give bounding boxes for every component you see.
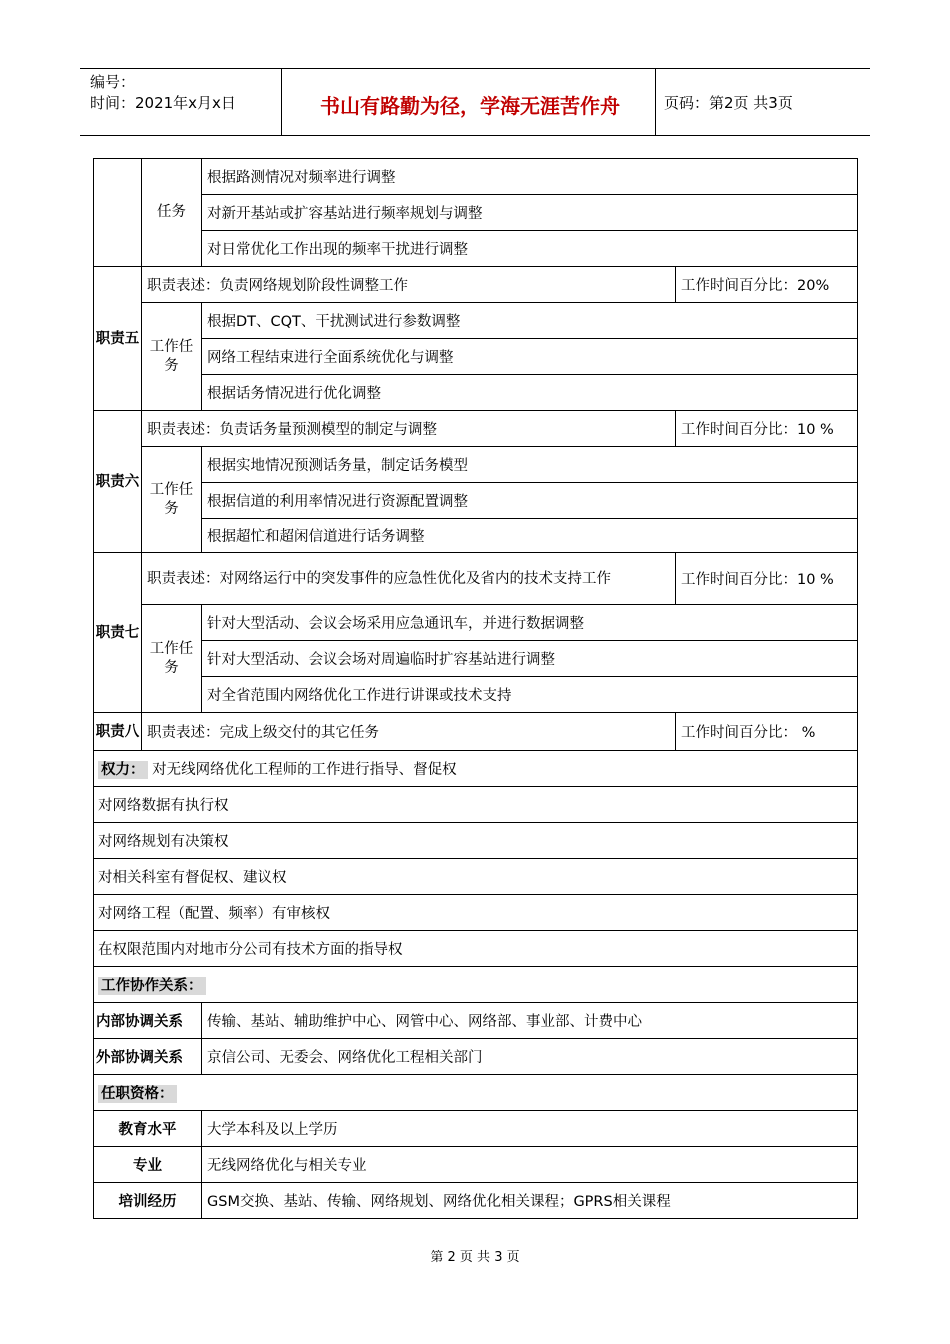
page-footer: 第 2 页 共 3 页 — [430, 1250, 520, 1265]
power-item: 在权限范围内对地市分公司有技术方面的指导权 — [94, 931, 858, 967]
table-row — [94, 641, 858, 677]
table-row — [94, 605, 858, 641]
powers-header-row — [94, 751, 858, 787]
education-value: 大学本科及以上学历 — [202, 1111, 858, 1147]
header-top-rule — [80, 68, 870, 69]
table-row — [94, 787, 858, 823]
table-row — [94, 1039, 858, 1075]
training-value: GSM交换、基站、传输、网络规划、网络优化相关课程；GPRS相关课程 — [202, 1183, 858, 1219]
task-item: 根据信道的利用率情况进行资源配置调整 — [202, 483, 858, 519]
power-item: 对网络数据有执行权 — [94, 787, 858, 823]
duty-percentage: 工作时间百分比：20% — [676, 267, 858, 303]
table-row — [94, 931, 858, 967]
duty-percentage: 工作时间百分比：10 % — [676, 553, 858, 605]
major-value: 无线网络优化与相关专业 — [202, 1147, 858, 1183]
table-row — [94, 303, 858, 339]
table-row — [94, 823, 858, 859]
table-row — [94, 1183, 858, 1219]
table-row — [94, 553, 858, 605]
internal-coordination-value: 传输、基站、辅助维护中心、网管中心、网络部、事业部、计费中心 — [202, 1003, 858, 1039]
task-item: 针对大型活动、会议会场采用应急通讯车，并进行数据调整 — [202, 605, 858, 641]
external-coordination-value: 京信公司、无委会、网络优化工程相关部门 — [202, 1039, 858, 1075]
table-row — [94, 231, 858, 267]
table-row — [94, 895, 858, 931]
task-item: 根据DT、CQT、干扰测试进行参数调整 — [202, 303, 858, 339]
duty-description: 职责表述：负责网络规划阶段性调整工作 — [142, 267, 676, 303]
task-label: 工作任务 — [142, 303, 202, 411]
task-label: 工作任务 — [142, 605, 202, 713]
task-label: 工作任务 — [142, 447, 202, 553]
table-row — [94, 967, 858, 1003]
duty-description: 职责表述：对网络运行中的突发事件的应急性优化及省内的技术支持工作 — [142, 553, 676, 605]
task-item: 根据话务情况进行优化调整 — [202, 375, 858, 411]
task-item: 针对大型活动、会议会场对周遍临时扩容基站进行调整 — [202, 641, 858, 677]
duty-label-6: 职责六 — [94, 411, 142, 553]
power-item: 对网络工程（配置、频率）有审核权 — [94, 895, 858, 931]
duty-description: 职责表述：负责话务量预测模型的制定与调整 — [142, 411, 676, 447]
table-row — [94, 751, 858, 787]
job-description-table — [93, 158, 858, 1219]
table-row — [94, 447, 858, 483]
doc-date: 时间：2021年x月x日 — [90, 94, 236, 112]
power-item: 对网络规划有决策权 — [94, 823, 858, 859]
table-row — [94, 339, 858, 375]
duty-label-7: 职责七 — [94, 553, 142, 713]
qualifications-title: 任职资格： — [98, 1085, 177, 1103]
qualifications-header-row — [94, 1075, 858, 1111]
table-row — [94, 1147, 858, 1183]
table-row — [94, 1075, 858, 1111]
task-item: 根据路测情况对频率进行调整 — [202, 159, 858, 195]
table-row — [94, 375, 858, 411]
table-row — [94, 519, 858, 553]
duty-label-8: 职责八 — [94, 713, 142, 751]
table-row — [94, 195, 858, 231]
task-item: 对全省范围内网络优化工作进行讲课或技术支持 — [202, 677, 858, 713]
education-label: 教育水平 — [94, 1111, 202, 1147]
table-row — [94, 1111, 858, 1147]
task-item: 网络工程结束进行全面系统优化与调整 — [202, 339, 858, 375]
external-coordination-label: 外部协调关系 — [94, 1039, 202, 1075]
task-item: 根据实地情况预测话务量，制定话务模型 — [202, 447, 858, 483]
task-item: 对新开基站或扩容基站进行频率规划与调整 — [202, 195, 858, 231]
header-motto: 书山有路勤为径，学海无涯苦作舟 — [320, 94, 620, 118]
header-divider — [655, 68, 656, 136]
major-label: 专业 — [94, 1147, 202, 1183]
header-bottom-rule — [80, 135, 870, 136]
duty-percentage: 工作时间百分比：10 % — [676, 411, 858, 447]
power-item: 对相关科室有督促权、建议权 — [94, 859, 858, 895]
cooperation-title: 工作协作关系： — [98, 977, 206, 995]
task-item: 对日常优化工作出现的频率干扰进行调整 — [202, 231, 858, 267]
doc-number: 编号： — [90, 73, 136, 91]
duty-label-cell — [94, 159, 142, 267]
training-label: 培训经历 — [94, 1183, 202, 1219]
table-row — [94, 159, 858, 195]
header-divider — [281, 68, 282, 136]
task-item: 根据超忙和超闲信道进行话务调整 — [202, 519, 858, 553]
duty-label-5: 职责五 — [94, 267, 142, 411]
table-row — [94, 267, 858, 303]
table-row — [94, 1003, 858, 1039]
header-page-number: 页码：第2页 共3页 — [664, 94, 793, 112]
table-row — [94, 677, 858, 713]
table-row — [94, 483, 858, 519]
powers-title: 权力： — [98, 761, 148, 779]
task-label: 任务 — [142, 159, 202, 267]
internal-coordination-label: 内部协调关系 — [94, 1003, 202, 1039]
table-row — [94, 411, 858, 447]
duty-description: 职责表述：完成上级交付的其它任务 — [142, 713, 676, 751]
table-row — [94, 859, 858, 895]
header-info — [90, 72, 236, 114]
cooperation-header-row — [94, 967, 858, 1003]
table-row — [94, 713, 858, 751]
power-item: 对无线网络优化工程师的工作进行指导、督促权 — [152, 762, 457, 778]
duty-percentage: 工作时间百分比： % — [676, 713, 858, 751]
